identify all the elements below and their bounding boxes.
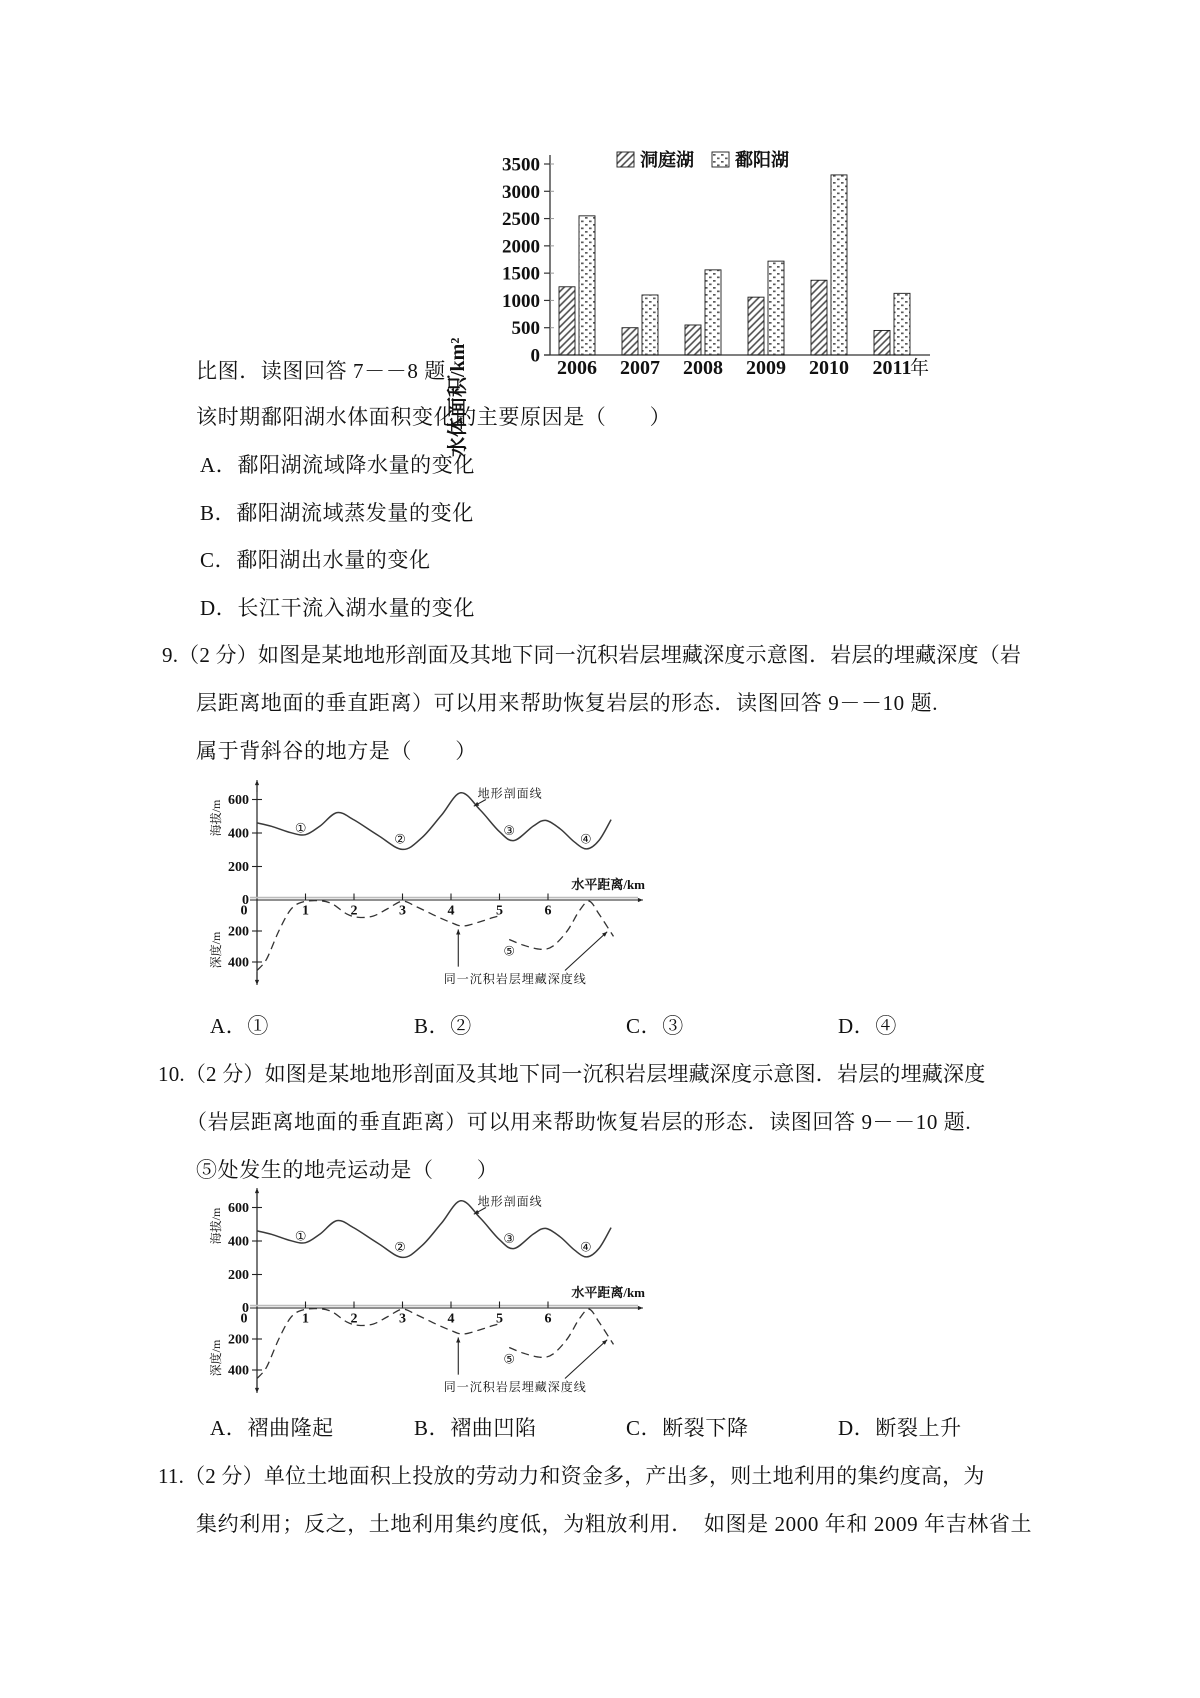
- svg-text:0: 0: [530, 345, 540, 367]
- q8-option-c: C．鄱阳湖出水量的变化: [200, 548, 431, 572]
- q10-option-d: D．断裂上升: [838, 1416, 962, 1440]
- svg-text:6: 6: [544, 1311, 552, 1327]
- svg-text:2007: 2007: [620, 357, 660, 379]
- svg-text:600: 600: [228, 793, 249, 808]
- svg-text:0: 0: [240, 903, 248, 919]
- svg-text:0: 0: [242, 1301, 249, 1316]
- svg-text:深度/m: 深度/m: [209, 931, 223, 969]
- q8-option-a: A．鄱阳湖流域降水量的变化: [200, 453, 475, 477]
- q10-option-a: A．褶曲隆起: [210, 1416, 334, 1440]
- svg-text:3: 3: [399, 1311, 406, 1327]
- svg-text:海拔/m: 海拔/m: [209, 1207, 223, 1245]
- svg-text:600: 600: [228, 1201, 249, 1216]
- lake-water-area-bar-chart: [440, 125, 940, 457]
- svg-text:200: 200: [228, 860, 249, 875]
- svg-text:2008: 2008: [683, 357, 723, 379]
- q10-option-b: B．褶曲凹陷: [414, 1416, 537, 1440]
- svg-text:海拔/m: 海拔/m: [209, 799, 223, 837]
- terrain-profile-svg: [190, 778, 660, 993]
- q10-text-line1: 10.（2 分）如图是某地地形剖面及其地下同一沉积岩层埋藏深度示意图．岩层的埋藏深度: [158, 1062, 986, 1086]
- svg-text:3: 3: [399, 903, 406, 919]
- svg-text:地形剖面线: 地形剖面线: [477, 786, 543, 801]
- q11-text-line1: 11.（2 分）单位土地面积上投放的劳动力和资金多，产出多，则土地利用的集约度高，为: [158, 1464, 985, 1488]
- svg-text:500: 500: [511, 318, 540, 340]
- svg-text:年: 年: [910, 358, 930, 379]
- svg-text:200: 200: [228, 1332, 249, 1348]
- q8-stem: 该时期鄱阳湖水体面积变化的主要原因是（ ）: [196, 405, 672, 429]
- svg-text:2009: 2009: [746, 357, 786, 379]
- q10-stem: ⑤处发生的地壳运动是（ ）: [196, 1158, 499, 1182]
- svg-text:5: 5: [496, 1311, 503, 1327]
- svg-text:同一沉积岩层埋藏深度线: 同一沉积岩层埋藏深度线: [443, 1380, 587, 1395]
- terrain-profile-svg: [190, 1186, 660, 1401]
- svg-text:1: 1: [302, 903, 309, 919]
- svg-text:1500: 1500: [502, 263, 540, 285]
- svg-text:0: 0: [240, 1311, 248, 1327]
- svg-text:深度/m: 深度/m: [209, 1339, 223, 1377]
- svg-text:400: 400: [228, 826, 249, 842]
- svg-text:2: 2: [350, 1311, 358, 1327]
- svg-text:④: ④: [580, 1240, 592, 1256]
- q9-option-c: C．③: [626, 1014, 684, 1038]
- svg-text:2011: 2011: [872, 357, 912, 379]
- svg-text:①: ①: [294, 1229, 307, 1245]
- svg-text:水体面积/km²: 水体面积/km²: [447, 337, 469, 457]
- svg-text:3000: 3000: [502, 181, 540, 203]
- svg-text:4: 4: [447, 1311, 455, 1327]
- svg-text:3500: 3500: [502, 154, 540, 176]
- svg-text:②: ②: [394, 1240, 406, 1256]
- svg-text:0: 0: [242, 893, 249, 908]
- q8-option-b: B．鄱阳湖流域蒸发量的变化: [200, 501, 474, 525]
- q9-option-d: D．④: [838, 1014, 897, 1038]
- svg-text:2006: 2006: [557, 357, 597, 379]
- q9-text-line2: 层距离地面的垂直距离）可以用来帮助恢复岩层的形态．读图回答 9－－10 题.: [196, 691, 939, 715]
- svg-text:同一沉积岩层埋藏深度线: 同一沉积岩层埋藏深度线: [443, 972, 587, 987]
- q8-option-d: D．长江干流入湖水量的变化: [200, 596, 475, 620]
- svg-text:①: ①: [294, 821, 307, 837]
- q9-text-line1: 9.（2 分）如图是某地地形剖面及其地下同一沉积岩层埋藏深度示意图．岩层的埋藏深度（岩: [162, 643, 1022, 667]
- svg-text:200: 200: [228, 1268, 249, 1283]
- svg-text:水平距离/km: 水平距离/km: [571, 877, 645, 892]
- svg-text:2: 2: [350, 903, 358, 919]
- q11-text-line2: 集约利用；反之，土地利用集约度低，为粗放利用． 如图是 2000 年和 2009 年吉林省土: [196, 1512, 1033, 1536]
- svg-text:2010: 2010: [809, 357, 849, 379]
- q9-option-b: B．②: [414, 1014, 472, 1038]
- svg-text:②: ②: [394, 832, 406, 848]
- svg-text:洞庭湖: 洞庭湖: [640, 150, 694, 170]
- svg-text:2500: 2500: [502, 209, 540, 231]
- svg-text:1: 1: [302, 1311, 309, 1327]
- q10-option-c: C．断裂下降: [626, 1416, 749, 1440]
- svg-text:2000: 2000: [502, 236, 540, 258]
- svg-text:6: 6: [544, 903, 552, 919]
- svg-text:1000: 1000: [502, 290, 540, 312]
- svg-text:400: 400: [228, 1234, 249, 1250]
- svg-text:400: 400: [228, 955, 249, 971]
- svg-text:200: 200: [228, 924, 249, 940]
- svg-text:鄱阳湖: 鄱阳湖: [735, 150, 789, 170]
- svg-text:③: ③: [503, 1231, 516, 1247]
- svg-text:地形剖面线: 地形剖面线: [477, 1194, 543, 1209]
- q9-stem: 属于背斜谷的地方是（ ）: [196, 739, 477, 763]
- svg-text:5: 5: [496, 903, 503, 919]
- svg-text:400: 400: [228, 1363, 249, 1379]
- q78-read-figure-line: 比图．读图回答 7－－8 题.: [196, 359, 452, 383]
- bar-chart-svg: [440, 125, 940, 457]
- svg-text:③: ③: [503, 823, 516, 839]
- svg-text:④: ④: [580, 832, 592, 848]
- svg-text:4: 4: [447, 903, 455, 919]
- q9-option-a: A．①: [210, 1014, 269, 1038]
- svg-text:⑤: ⑤: [503, 944, 516, 960]
- svg-text:水平距离/km: 水平距离/km: [571, 1285, 645, 1300]
- terrain-profile-diagram-q10: [190, 1186, 660, 1401]
- svg-text:⑤: ⑤: [503, 1352, 516, 1368]
- terrain-profile-diagram-q9: [190, 778, 660, 993]
- q10-text-line2: （岩层距离地面的垂直距离）可以用来帮助恢复岩层的形态．读图回答 9－－10 题.: [186, 1110, 972, 1134]
